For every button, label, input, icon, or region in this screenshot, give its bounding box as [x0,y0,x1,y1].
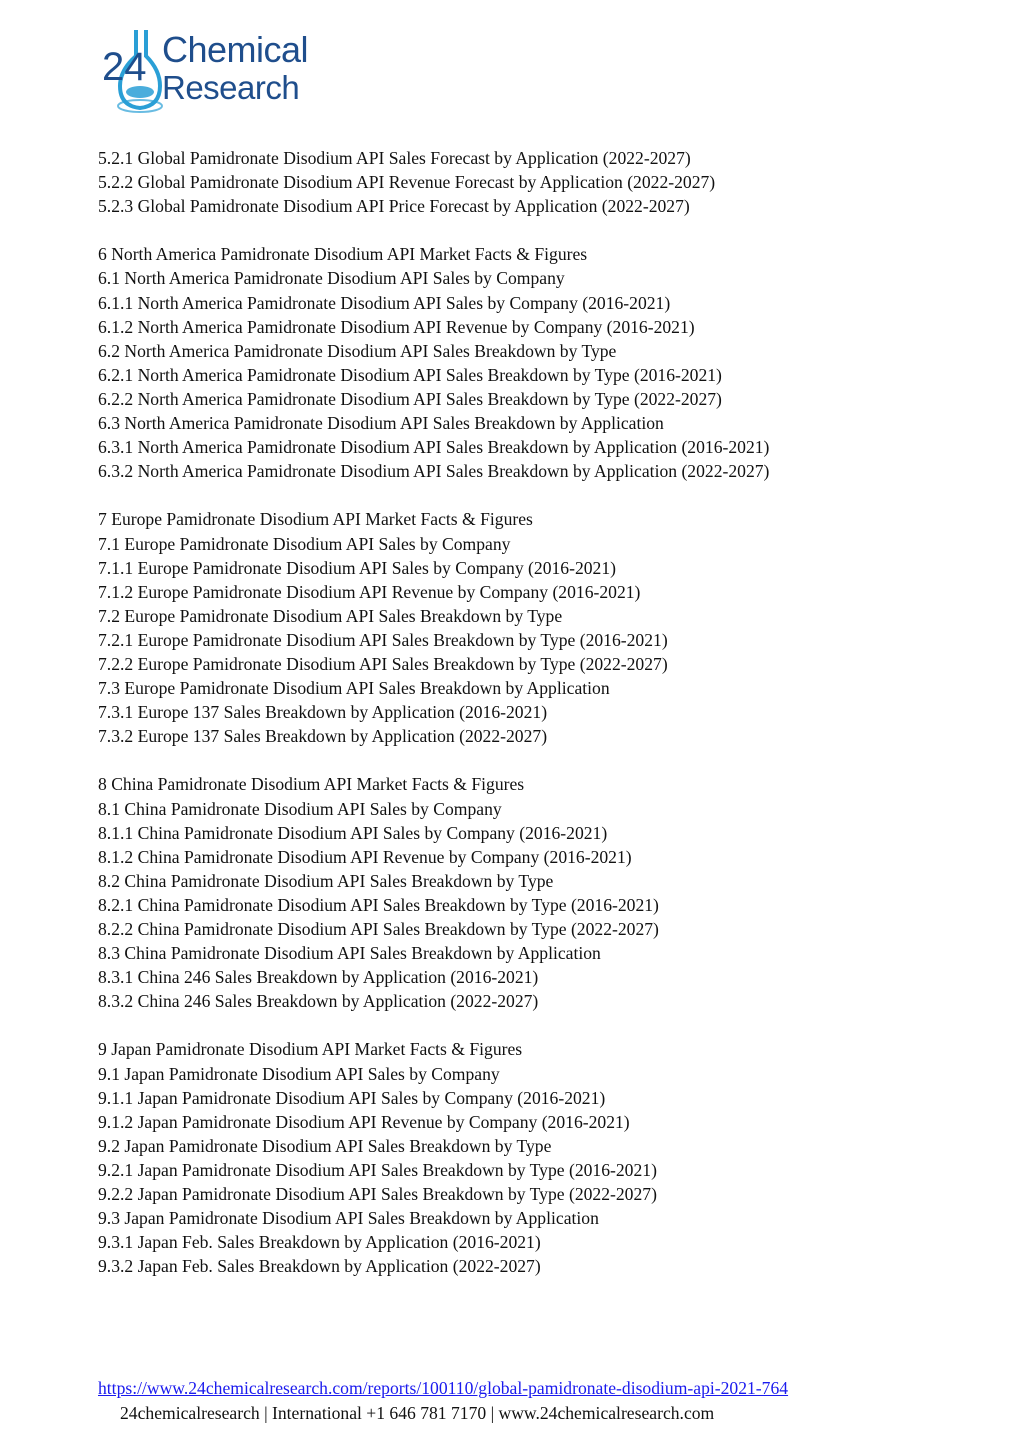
logo-line-2: Research [162,69,300,106]
toc-entry: 8.1.1 China Pamidronate Disodium API Sales by Company (2016-2021) [98,822,608,843]
toc-entry: 5.2.3 Global Pamidronate Disodium API Price Forecast by Application (2022-2027) [98,196,690,217]
toc-entry: 7.3.2 Europe 137 Sales Breakdown by Application (2022-2027) [98,726,548,747]
toc-entry: 8.3.2 China 246 Sales Breakdown by Application (2022-2027) [98,991,539,1012]
toc-section [98,146,978,218]
toc-entry: 7.3 Europe Pamidronate Disodium API Sales Breakdown by Application [98,678,610,699]
toc-entry: 6 North America Pamidronate Disodium API Market Facts & Figures [98,244,588,265]
toc-entry: 8.3.1 China 246 Sales Breakdown by Application (2016-2021) [98,967,539,988]
toc-entry: 6.2.1 North America Pamidronate Disodium API Sales Breakdown by Type (2016-2021) [98,364,722,385]
toc-entry: 9.3 Japan Pamidronate Disodium API Sales Breakdown by Application [98,1208,599,1229]
toc-entry: 7.1.2 Europe Pamidronate Disodium API Revenue by Company (2016-2021) [98,581,641,602]
toc-entry: 5.2.1 Global Pamidronate Disodium API Sales Forecast by Application (2022-2027) [98,148,691,168]
toc-entry: 6.3 North America Pamidronate Disodium API Sales Breakdown by Application [98,413,664,434]
toc-section [98,772,978,1013]
toc-entry: 6.1 North America Pamidronate Disodium API Sales by Company [98,268,565,289]
toc-entry: 7.2.1 Europe Pamidronate Disodium API Sales Breakdown by Type (2016-2021) [98,629,668,650]
company-logo [100,26,330,118]
footer-contact-line: 24chemicalresearch | International +1 646 781 7170 | www.24chemicalresearch.com [120,1403,715,1423]
toc-entry: 5.2.2 Global Pamidronate Disodium API Revenue Forecast by Application (2022-2027) [98,172,716,193]
toc-section [98,507,978,748]
toc-entry: 6.2.2 North America Pamidronate Disodium API Sales Breakdown by Type (2022-2027) [98,388,722,409]
toc-entry: 9.1 Japan Pamidronate Disodium API Sales by Company [98,1063,500,1084]
toc-entry: 9.1.2 Japan Pamidronate Disodium API Revenue by Company (2016-2021) [98,1111,630,1132]
logo-line-1: Chemical [162,29,309,70]
toc-entry: 7.1 Europe Pamidronate Disodium API Sales by Company [98,533,511,554]
toc-entry: 7.1.1 Europe Pamidronate Disodium API Sales by Company (2016-2021) [98,557,616,578]
toc-entry: 7.2 Europe Pamidronate Disodium API Sales Breakdown by Type [98,605,563,626]
toc-entry: 6.3.1 North America Pamidronate Disodium API Sales Breakdown by Application (2016-2021) [98,437,770,458]
toc-entry: 9.1.1 Japan Pamidronate Disodium API Sales by Company (2016-2021) [98,1087,606,1108]
toc-entry: 7 Europe Pamidronate Disodium API Market Facts & Figures [98,509,533,530]
toc-entry: 6.3.2 North America Pamidronate Disodium API Sales Breakdown by Application (2022-2027) [98,461,770,482]
svg-text:24: 24 [102,45,147,89]
toc-entry: 9.2.1 Japan Pamidronate Disodium API Sales Breakdown by Type (2016-2021) [98,1159,657,1180]
toc-entry: 8.2.2 China Pamidronate Disodium API Sales Breakdown by Type (2022-2027) [98,919,659,939]
toc-entry: 8.2.1 China Pamidronate Disodium API Sales Breakdown by Type (2016-2021) [98,894,659,915]
report-url-link[interactable]: https://www.24chemicalresearch.com/reports/100110/global-pamidronate-disodium-api-2021-764 [98,1378,789,1398]
toc-entry: 8.3 China Pamidronate Disodium API Sales Breakdown by Application [98,943,601,964]
toc-entry: 8.1 China Pamidronate Disodium API Sales by Company [98,798,502,819]
toc-entry: 9.2 Japan Pamidronate Disodium API Sales Breakdown by Type [98,1135,552,1156]
toc-section [98,1037,978,1278]
toc-entry: 8.2 China Pamidronate Disodium API Sales Breakdown by Type [98,870,554,891]
toc-entry: 9.2.2 Japan Pamidronate Disodium API Sales Breakdown by Type (2022-2027) [98,1184,657,1205]
toc-entry: 9.3.2 Japan Feb. Sales Breakdown by Application (2022-2027) [98,1256,541,1277]
toc-entry: 9.3.1 Japan Feb. Sales Breakdown by Application (2016-2021) [98,1232,541,1253]
toc-entry: 7.3.1 Europe 137 Sales Breakdown by Application (2016-2021) [98,702,548,723]
toc-entry: 6.1.1 North America Pamidronate Disodium API Sales by Company (2016-2021) [98,292,671,313]
toc-entry: 8.1.2 China Pamidronate Disodium API Revenue by Company (2016-2021) [98,846,632,867]
flask-logo-icon [100,26,164,118]
toc-entry: 6.1.2 North America Pamidronate Disodium API Revenue by Company (2016-2021) [98,316,695,337]
toc-entry: 8 China Pamidronate Disodium API Market Facts & Figures [98,774,525,795]
toc-entry: 9 Japan Pamidronate Disodium API Market Facts & Figures [98,1039,523,1060]
table-of-contents [98,146,978,1303]
toc-entry: 7.2.2 Europe Pamidronate Disodium API Sales Breakdown by Type (2022-2027) [98,653,668,674]
toc-entry: 6.2 North America Pamidronate Disodium API Sales Breakdown by Type [98,340,617,361]
toc-section [98,242,978,483]
